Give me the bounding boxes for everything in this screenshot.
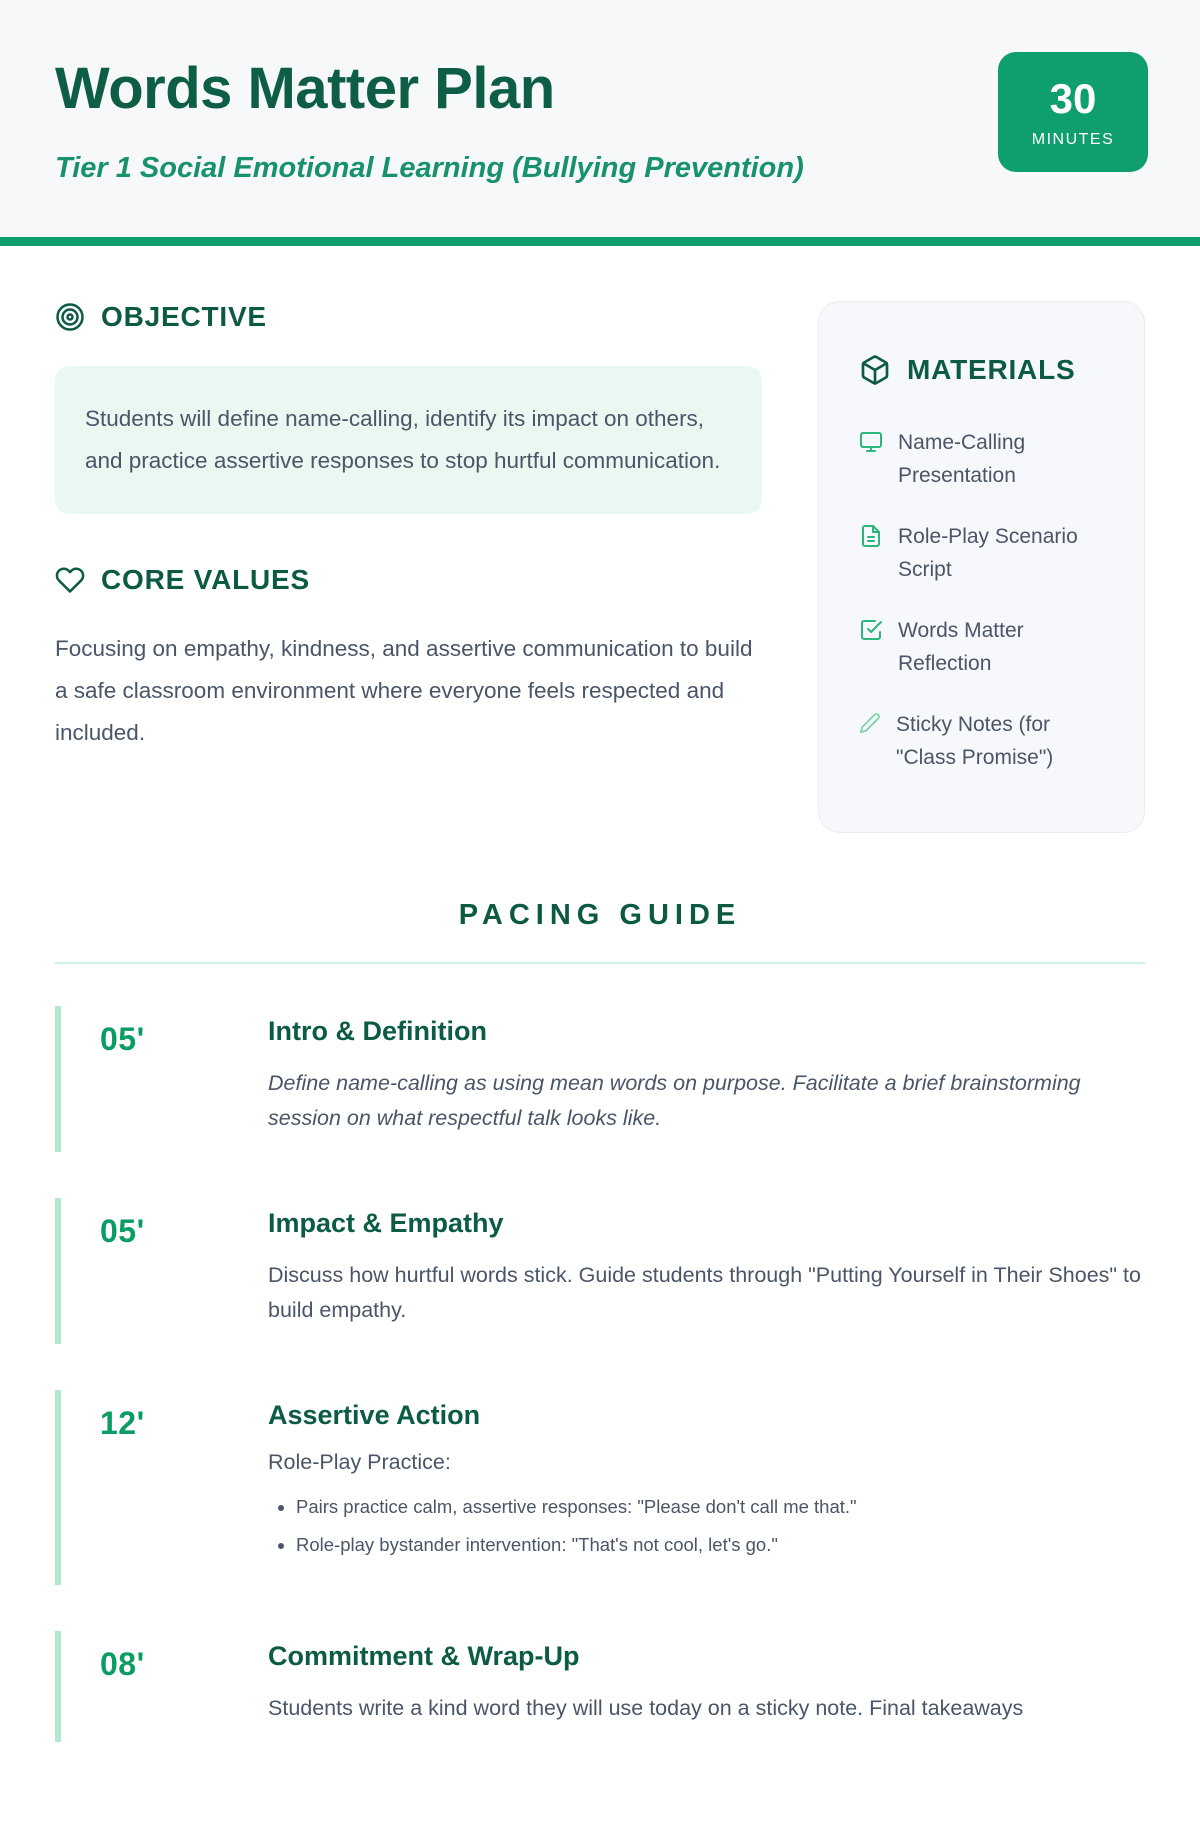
objective-section [55,301,762,514]
pacing-item-time: 05' [100,1213,145,1249]
materials-card [818,301,1145,833]
pacing-guide-title: PACING GUIDE [458,899,742,931]
pacing-item-description: Students write a kind word they will use today on a sticky note. Final takeaways [268,1696,1024,1720]
objective-text-box: Students will define name-calling, identify its impact on others, and practice assertive responses to stop hurtful communication. [55,366,762,514]
material-item-label: Role-Play Scenario Script [898,525,1078,581]
core-values-heading-label: CORE VALUES [101,564,310,595]
material-item-label: Sticky Notes (for "Class Promise") [896,713,1054,769]
document-icon [859,524,883,586]
pacing-item-subtitle: Role-Play Practice: [268,1450,451,1474]
pacing-divider [55,962,1145,964]
duration-value: 30 [1049,75,1097,122]
page-subtitle: Tier 1 Social Emotional Learning (Bullying Prevention) [55,152,804,184]
heart-icon [55,565,85,595]
pacing-list [55,1006,1145,1742]
pacing-item-title: Intro & Definition [268,1016,487,1046]
pacing-item-bullets [268,1493,1145,1559]
materials-list [859,426,1104,774]
pacing-item [55,1006,1145,1152]
materials-heading-label: MATERIALS [907,354,1076,385]
material-item [859,614,1104,680]
material-item [859,708,1104,774]
pacing-item-time: 08' [100,1646,145,1682]
pacing-item-time: 12' [100,1405,145,1441]
duration-unit: MINUTES [1031,131,1115,148]
monitor-icon [859,430,883,492]
header-divider [0,237,1200,246]
main-content [0,246,1200,1843]
checkbox-icon [859,618,883,680]
objective-heading-label: OBJECTIVE [101,301,267,332]
pacing-item [55,1631,1145,1742]
pacing-item-title: Impact & Empathy [268,1208,504,1238]
material-item [859,426,1104,492]
page-title: Words Matter Plan [55,56,555,121]
duration-badge [998,52,1148,172]
pacing-bullet: • Role-play bystander intervention: "That's not cool, let's go." [296,1531,1145,1559]
pacing-item-time: 05' [100,1021,145,1057]
objective-heading [55,301,762,333]
pacing-guide-section [55,899,1145,1742]
pacing-item-title: Assertive Action [268,1400,481,1430]
pacing-item [55,1198,1145,1344]
pacing-item-description: Define name-calling as using mean words on purpose. Facilitate a brief brainstorming session on what respectful talk looks like. [268,1071,1081,1130]
core-values-section [55,564,762,754]
pacing-item-description: Discuss how hurtful words stick. Guide students through "Putting Yourself in Their Shoes" to build empathy. [268,1263,1141,1322]
page-header [0,0,1200,237]
pacing-item-title: Commitment & Wrap-Up [268,1641,580,1671]
materials-heading [859,354,1104,386]
material-item-label: Name-Calling Presentation [898,431,1026,487]
pacing-bullet: • Pairs practice calm, assertive responses: "Please don't call me that." [296,1493,1145,1521]
core-values-heading [55,564,762,596]
pacing-item [55,1390,1145,1585]
target-icon [55,302,85,332]
pencil-icon [859,712,881,774]
package-icon [859,354,891,386]
material-item-label: Words Matter Reflection [898,619,1024,675]
material-item [859,520,1104,586]
core-values-text: Focusing on empathy, kindness, and assertive communication to build a safe classroom environment where everyone feels respected and included. [55,636,753,745]
